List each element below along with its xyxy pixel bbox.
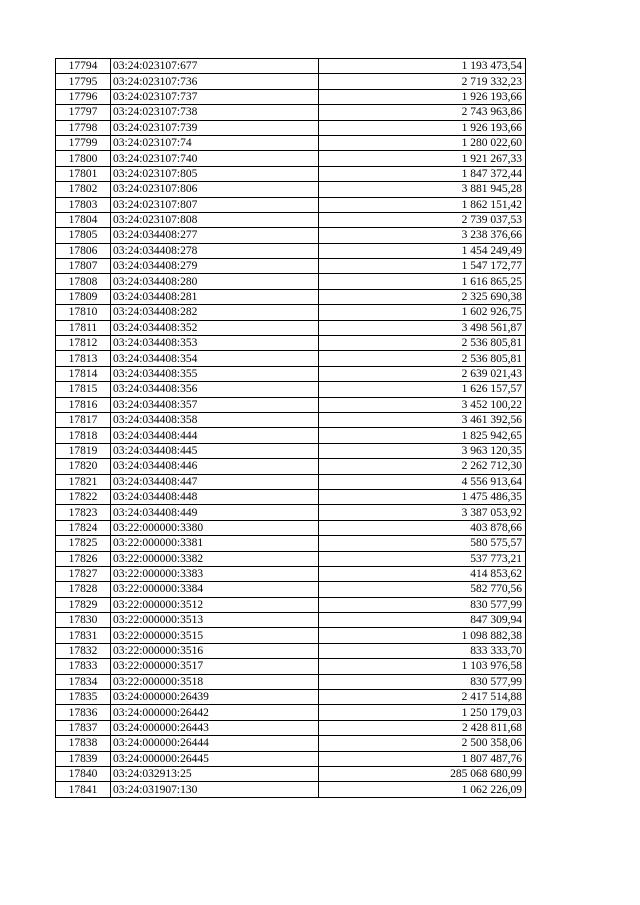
cadastral-number-cell: 03:22:000000:3381	[111, 536, 319, 551]
row-number-cell: 17831	[56, 628, 111, 643]
row-number-cell: 17810	[56, 305, 111, 320]
cadastral-number-cell: 03:24:034408:354	[111, 351, 319, 366]
cadastral-value-cell: 285 068 680,99	[319, 766, 526, 781]
cadastral-number-cell: 03:24:000000:26444	[111, 736, 319, 751]
cadastral-value-cell: 2 262 712,30	[319, 459, 526, 474]
row-number-cell: 17811	[56, 320, 111, 335]
cadastral-value-cell: 1 825 942,65	[319, 428, 526, 443]
table-row	[56, 274, 526, 289]
table-row	[56, 259, 526, 274]
row-number-cell: 17821	[56, 474, 111, 489]
cadastral-number-cell: 03:24:023107:806	[111, 182, 319, 197]
cadastral-number-cell: 03:24:023107:737	[111, 89, 319, 104]
cadastral-value-cell: 1 626 157,57	[319, 382, 526, 397]
row-number-cell: 17834	[56, 674, 111, 689]
row-number-cell: 17828	[56, 582, 111, 597]
row-number-cell: 17795	[56, 74, 111, 89]
table-row	[56, 166, 526, 181]
table-row	[56, 105, 526, 120]
cadastral-value-cell: 3 461 392,56	[319, 412, 526, 427]
table-row	[56, 705, 526, 720]
table-row	[56, 382, 526, 397]
table-row	[56, 659, 526, 674]
cadastral-number-cell: 03:22:000000:3384	[111, 582, 319, 597]
cadastral-number-cell: 03:24:023107:736	[111, 74, 319, 89]
table-row	[56, 505, 526, 520]
row-number-cell: 17798	[56, 120, 111, 135]
row-number-cell: 17805	[56, 228, 111, 243]
cadastral-value-cell: 1 862 151,42	[319, 197, 526, 212]
table-row	[56, 613, 526, 628]
cadastral-value-cell: 847 309,94	[319, 613, 526, 628]
row-number-cell: 17804	[56, 212, 111, 227]
row-number-cell: 17802	[56, 182, 111, 197]
table-row	[56, 197, 526, 212]
cadastral-value-cell: 2 417 514,88	[319, 690, 526, 705]
cadastral-number-cell: 03:24:034408:445	[111, 443, 319, 458]
cadastral-number-cell: 03:24:034408:281	[111, 289, 319, 304]
table-row	[56, 720, 526, 735]
cadastral-number-cell: 03:24:034408:448	[111, 489, 319, 504]
table-row	[56, 59, 526, 74]
row-number-cell: 17829	[56, 597, 111, 612]
cadastral-value-cell: 830 577,99	[319, 597, 526, 612]
cadastral-value-cell: 1 616 865,25	[319, 274, 526, 289]
cadastral-number-cell: 03:24:023107:677	[111, 59, 319, 74]
row-number-cell: 17799	[56, 135, 111, 150]
row-number-cell: 17827	[56, 566, 111, 581]
table-row	[56, 397, 526, 412]
cadastral-number-cell: 03:24:034408:444	[111, 428, 319, 443]
cadastral-value-cell: 2 536 805,81	[319, 336, 526, 351]
cadastral-value-cell: 2 743 963,86	[319, 105, 526, 120]
row-number-cell: 17816	[56, 397, 111, 412]
cadastral-number-cell: 03:24:023107:74	[111, 135, 319, 150]
cadastral-value-cell: 1 062 226,09	[319, 782, 526, 797]
cadastral-number-cell: 03:22:000000:3512	[111, 597, 319, 612]
cadastral-number-cell: 03:24:034408:358	[111, 412, 319, 427]
row-number-cell: 17833	[56, 659, 111, 674]
row-number-cell: 17803	[56, 197, 111, 212]
cadastral-number-cell: 03:22:000000:3380	[111, 520, 319, 535]
cadastral-value-cell: 1 547 172,77	[319, 259, 526, 274]
cadastral-value-cell: 833 333,70	[319, 643, 526, 658]
cadastral-value-cell: 1 807 487,76	[319, 751, 526, 766]
table-row	[56, 74, 526, 89]
cadastral-value-cell: 1 103 976,58	[319, 659, 526, 674]
row-number-cell: 17813	[56, 351, 111, 366]
row-number-cell: 17806	[56, 243, 111, 258]
row-number-cell: 17797	[56, 105, 111, 120]
table-row	[56, 289, 526, 304]
table-row	[56, 736, 526, 751]
table-row	[56, 520, 526, 535]
cadastral-value-cell: 2 639 021,43	[319, 366, 526, 381]
cadastral-value-cell: 582 770,56	[319, 582, 526, 597]
table-row	[56, 690, 526, 705]
table-row	[56, 597, 526, 612]
row-number-cell: 17808	[56, 274, 111, 289]
cadastral-value-cell: 1 250 179,03	[319, 705, 526, 720]
cadastral-value-cell: 3 963 120,35	[319, 443, 526, 458]
cadastral-value-cell: 1 847 372,44	[319, 166, 526, 181]
cadastral-number-cell: 03:24:023107:739	[111, 120, 319, 135]
table-row	[56, 428, 526, 443]
row-number-cell: 17819	[56, 443, 111, 458]
cadastral-value-cell: 414 853,62	[319, 566, 526, 581]
cadastral-number-cell: 03:24:023107:740	[111, 151, 319, 166]
table-row	[56, 566, 526, 581]
cadastral-number-cell: 03:24:023107:805	[111, 166, 319, 181]
cadastral-number-cell: 03:24:032913:25	[111, 766, 319, 781]
cadastral-value-cell: 1 193 473,54	[319, 59, 526, 74]
cadastral-value-cell: 2 739 037,53	[319, 212, 526, 227]
table-row	[56, 320, 526, 335]
cadastral-value-cell: 1 926 193,66	[319, 120, 526, 135]
row-number-cell: 17809	[56, 289, 111, 304]
cadastral-number-cell: 03:24:034408:355	[111, 366, 319, 381]
table-row	[56, 336, 526, 351]
cadastral-value-cell: 2 500 358,06	[319, 736, 526, 751]
row-number-cell: 17837	[56, 720, 111, 735]
row-number-cell: 17814	[56, 366, 111, 381]
table-row	[56, 766, 526, 781]
cadastral-value-cell: 1 280 022,60	[319, 135, 526, 150]
cadastral-number-cell: 03:24:034408:446	[111, 459, 319, 474]
cadastral-value-cell: 3 881 945,28	[319, 182, 526, 197]
table-row	[56, 366, 526, 381]
table-row	[56, 582, 526, 597]
table-row	[56, 443, 526, 458]
cadastral-number-cell: 03:24:000000:26443	[111, 720, 319, 735]
table-row	[56, 412, 526, 427]
cadastral-number-cell: 03:24:034408:447	[111, 474, 319, 489]
cadastral-number-cell: 03:22:000000:3516	[111, 643, 319, 658]
table-row	[56, 212, 526, 227]
cadastral-number-cell: 03:24:034408:279	[111, 259, 319, 274]
row-number-cell: 17824	[56, 520, 111, 535]
cadastral-value-cell: 2 428 811,68	[319, 720, 526, 735]
row-number-cell: 17800	[56, 151, 111, 166]
table-row	[56, 751, 526, 766]
table-row	[56, 674, 526, 689]
row-number-cell: 17839	[56, 751, 111, 766]
row-number-cell: 17807	[56, 259, 111, 274]
cadastral-number-cell: 03:22:000000:3513	[111, 613, 319, 628]
row-number-cell: 17826	[56, 551, 111, 566]
cadastral-value-cell: 580 575,57	[319, 536, 526, 551]
cadastral-value-cell: 830 577,99	[319, 674, 526, 689]
table-row	[56, 135, 526, 150]
table-row	[56, 243, 526, 258]
table-row	[56, 459, 526, 474]
table-row	[56, 643, 526, 658]
cadastral-number-cell: 03:22:000000:3517	[111, 659, 319, 674]
cadastral-number-cell: 03:24:031907:130	[111, 782, 319, 797]
table-row	[56, 351, 526, 366]
row-number-cell: 17823	[56, 505, 111, 520]
cadastral-value-table	[55, 58, 526, 798]
cadastral-value-cell: 4 556 913,64	[319, 474, 526, 489]
cadastral-number-cell: 03:24:034408:282	[111, 305, 319, 320]
table-row	[56, 628, 526, 643]
cadastral-number-cell: 03:24:034408:352	[111, 320, 319, 335]
cadastral-number-cell: 03:24:034408:356	[111, 382, 319, 397]
row-number-cell: 17841	[56, 782, 111, 797]
cadastral-value-cell: 537 773,21	[319, 551, 526, 566]
row-number-cell: 17840	[56, 766, 111, 781]
cadastral-value-cell: 1 454 249,49	[319, 243, 526, 258]
cadastral-number-cell: 03:24:023107:738	[111, 105, 319, 120]
cadastral-number-cell: 03:24:000000:26445	[111, 751, 319, 766]
cadastral-value-cell: 3 498 561,87	[319, 320, 526, 335]
cadastral-value-cell: 2 536 805,81	[319, 351, 526, 366]
cadastral-value-cell: 1 921 267,33	[319, 151, 526, 166]
row-number-cell: 17801	[56, 166, 111, 181]
table-row	[56, 182, 526, 197]
cadastral-number-cell: 03:24:034408:449	[111, 505, 319, 520]
row-number-cell: 17817	[56, 412, 111, 427]
cadastral-number-cell: 03:24:034408:353	[111, 336, 319, 351]
cadastral-number-cell: 03:24:034408:280	[111, 274, 319, 289]
table-row	[56, 551, 526, 566]
cadastral-number-cell: 03:24:034408:277	[111, 228, 319, 243]
row-number-cell: 17838	[56, 736, 111, 751]
cadastral-number-cell: 03:24:023107:807	[111, 197, 319, 212]
row-number-cell: 17812	[56, 336, 111, 351]
table-row	[56, 151, 526, 166]
cadastral-number-cell: 03:24:000000:26442	[111, 705, 319, 720]
cadastral-value-cell: 1 098 882,38	[319, 628, 526, 643]
row-number-cell: 17818	[56, 428, 111, 443]
row-number-cell: 17836	[56, 705, 111, 720]
cadastral-value-cell: 1 475 486,35	[319, 489, 526, 504]
table-row	[56, 782, 526, 797]
row-number-cell: 17796	[56, 89, 111, 104]
cadastral-number-cell: 03:24:000000:26439	[111, 690, 319, 705]
cadastral-value-cell: 2 325 690,38	[319, 289, 526, 304]
cadastral-number-cell: 03:24:023107:808	[111, 212, 319, 227]
row-number-cell: 17835	[56, 690, 111, 705]
cadastral-number-cell: 03:22:000000:3382	[111, 551, 319, 566]
table-row	[56, 120, 526, 135]
cadastral-number-cell: 03:24:034408:278	[111, 243, 319, 258]
cadastral-number-cell: 03:22:000000:3383	[111, 566, 319, 581]
table-body	[56, 59, 526, 798]
row-number-cell: 17822	[56, 489, 111, 504]
cadastral-value-cell: 3 387 053,92	[319, 505, 526, 520]
row-number-cell: 17815	[56, 382, 111, 397]
cadastral-number-cell: 03:22:000000:3515	[111, 628, 319, 643]
cadastral-number-cell: 03:22:000000:3518	[111, 674, 319, 689]
row-number-cell: 17830	[56, 613, 111, 628]
cadastral-value-cell: 1 602 926,75	[319, 305, 526, 320]
row-number-cell: 17794	[56, 59, 111, 74]
table-row	[56, 305, 526, 320]
row-number-cell: 17832	[56, 643, 111, 658]
cadastral-value-cell: 3 238 376,66	[319, 228, 526, 243]
table-row	[56, 228, 526, 243]
table-row	[56, 489, 526, 504]
row-number-cell: 17825	[56, 536, 111, 551]
cadastral-value-cell: 1 926 193,66	[319, 89, 526, 104]
table-row	[56, 536, 526, 551]
table-row	[56, 474, 526, 489]
table-row	[56, 89, 526, 104]
cadastral-number-cell: 03:24:034408:357	[111, 397, 319, 412]
cadastral-value-cell: 2 719 332,23	[319, 74, 526, 89]
cadastral-value-cell: 3 452 100,22	[319, 397, 526, 412]
row-number-cell: 17820	[56, 459, 111, 474]
cadastral-value-cell: 403 878,66	[319, 520, 526, 535]
